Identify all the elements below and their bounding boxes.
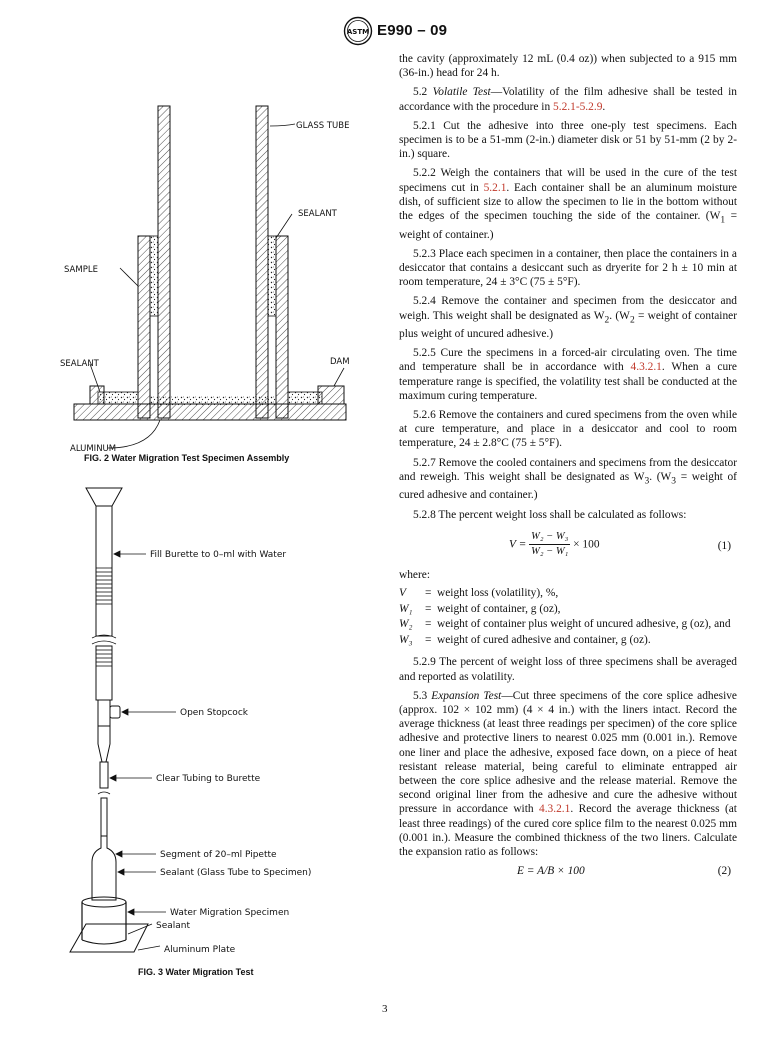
label-sealant-left: SEALANT (60, 359, 99, 369)
paragraph-text: 5.2.5 Cure the specimens in a forced-air circulating oven. The time and temperature shall be in accordance with (399, 347, 737, 374)
definition-text: weight loss (volatility), %, (437, 586, 559, 599)
paragraph-5-2-8: 5.2.8 The percent weight loss shall be calculated as follows: (413, 508, 687, 521)
paragraph-5-2-4: 5.2.4 Remove the container and specimen from the desiccator and weigh. This weight shall be designated as $W_2$. ($W_2$ = weight of container plus weight of uncured adhesive.) (399, 295, 737, 341)
paragraph-text: 5.2.7 Remove the cooled containers and specimens from the desiccator and reweigh. This weight shall be designated as W (399, 456, 737, 483)
glass-tube-right-wall (256, 106, 268, 418)
paragraph-5-2: 5.2 Volatile Test—Volatility of the film adhesive shall be tested in accordance with the procedure in 5.2.1-5.2.9. (399, 86, 737, 113)
water-migration-specimen (82, 902, 126, 940)
svg-text:ASTM: ASTM (346, 28, 370, 36)
pipette-segment (92, 836, 116, 900)
equation-2 (399, 864, 737, 882)
dam-right (318, 386, 344, 404)
label-sample: SAMPLE (64, 265, 98, 275)
fraction-denominator: W₂ − W₁ (531, 545, 569, 557)
definition-symbol: V (399, 586, 406, 599)
burette-upper (96, 506, 112, 636)
paragraph-text: . (W (649, 470, 672, 483)
definition-text: weight of container plus weight of uncured adhesive, g (oz), and (437, 618, 731, 631)
page-header (0, 14, 778, 50)
paragraph-5-2-9: 5.2.9 The percent of weight loss of three specimens shall be averaged and reported as volatility. (399, 656, 737, 683)
label-sealant-top: SEALANT (298, 209, 337, 219)
equation-number: (2) (717, 865, 731, 878)
paragraph-text: —Cut three specimens of the core splice adhesive (approx. 102 × 102 mm) (4 × 4 in.) with the liners intact. Record the average thickness (at least three readings per specimen) of the core splice adhesive and protective liners to nearest 0.025 mm (0.001 in.). Remove one liner and place the adhesive, exposed face down, on a piece of heat resistant release material, being careful to eliminate entrapped air between the core splice adhesive and the release material. Remove the second original liner from the adhesive and cure the adhesive without pressure in accordance with (399, 689, 737, 816)
stopcock-handle (110, 706, 120, 718)
sample-left-wall (138, 236, 150, 418)
paragraph-continuation: the cavity (approximately 12 mL (0.4 oz)) when subjected to a 915 mm (36-in.) head for 24 h. (399, 53, 737, 80)
equation-fraction (529, 530, 570, 559)
paragraph-text: = weight of cured adhesive and container.) (399, 470, 737, 502)
sealant-band-left (150, 236, 158, 316)
paragraph-5-2-2: 5.2.2 Weigh the containers that will be used in the cure of the test specimens cut in 5.2.1. Each container shall be an aluminum moisture dish, of sufficient size to allow the specimen to lie in the bottom without the edges of the specimen touching the side of the container. ($W_1$ = weight of container.) (399, 167, 737, 241)
label-clear-tubing: Clear Tubing to Burette (156, 774, 261, 784)
cross-reference-link[interactable]: 5.2.1 (483, 181, 507, 194)
section-title: Volatile Test (432, 86, 491, 99)
standard-designation: E990 – 09 (377, 22, 448, 39)
paragraph-text: . Each container shall be an aluminum moisture dish, of sufficient size to allow the specimen to lie in the bottom without the edges of the specimen touching the side of the container. (W (399, 181, 737, 223)
section-title: Expansion Test (431, 689, 502, 702)
page-number: 3 (382, 1003, 388, 1015)
paragraph-text: . Record the average thickness (at least three readings) of the cured core splice film to the nearest 0.025 mm (0.001 in.). Measure the combined thickness of the two liners. Calculate the expansion ratio as follows: (399, 803, 737, 858)
equation-2-expression: E = A/B × 100 (517, 865, 585, 878)
paragraph-text: 5.2.2 Weigh the containers that will be used in the cure of the test specimens cut in (399, 167, 737, 194)
definition-row: W₃ = weight of cured adhesive and container, g (oz). (399, 634, 731, 650)
definition-text: weight of cured adhesive and container, g (oz). (437, 633, 651, 646)
body-text-column (399, 52, 737, 888)
equation-1-expression (509, 530, 600, 559)
paragraph-5-2-7: 5.2.7 Remove the cooled containers and specimens from the desiccator and reweigh. This weight shall be designated as $W_3$. ($W_3$ = weight of cured adhesive and container.) (399, 456, 737, 502)
definition-symbol: W₃ (399, 633, 413, 646)
cross-reference-link[interactable]: 4.3.2.1 (539, 803, 571, 816)
fig3-caption: FIG. 3 Water Migration Test (138, 967, 254, 977)
equation-number: (1) (717, 539, 731, 552)
label-glass-tube: GLASS TUBE (296, 121, 350, 131)
cross-reference-link[interactable]: 4.3.2.1 (630, 361, 662, 374)
paragraph-text: . (W (609, 309, 630, 322)
section-number: 5.3 (413, 689, 428, 702)
paragraph-5-2-1: 5.2.1 Cut the adhesive into three one-ply test specimens. Each specimen is to be a 51-mm (2-in.) diameter disk or 51 by 51-mm (2 by 2-in.) square. (399, 119, 737, 161)
paragraph-text: —Volatility of the film adhesive shall be tested in accordance with the procedure in (399, 86, 737, 113)
paragraph-5-3 (399, 689, 737, 859)
label-open-stopcock: Open Stopcock (180, 708, 248, 718)
glass-tube-left-wall (158, 106, 170, 418)
equation-lhs: V = (509, 538, 527, 551)
label-sealant-glass: Sealant (Glass Tube to Specimen) (160, 868, 312, 878)
dam-left (90, 386, 104, 404)
sealant-right-flange (288, 392, 322, 404)
section-number: 5.2 (413, 86, 428, 99)
definition-text: weight of container, g (oz), (437, 602, 561, 615)
fraction-numerator: W₂ − W₃ (529, 530, 570, 545)
label-aluminum: ALUMINUM (70, 444, 117, 454)
clear-tubing (100, 762, 108, 788)
definition-symbol: W₁ (399, 602, 413, 615)
paragraph-text: . When a cure temperature range is specified, the volatility test shall be conducted at the maximum curing temperature. (399, 361, 737, 402)
equation-rhs: × 100 (573, 538, 600, 551)
fig3-water-migration-test (56, 482, 376, 964)
paragraph-text: = weight of container plus weight of uncured adhesive.) (399, 309, 737, 341)
sealant-band-right (268, 236, 276, 316)
paragraph-text: 5.2.4 Remove the container and specimen from the desiccator and weigh. This weight shall be designated as W (399, 295, 737, 322)
stopcock-body (98, 700, 110, 726)
variable-definitions (399, 587, 731, 649)
label-aluminum-plate: Aluminum Plate (164, 945, 236, 955)
burette-taper (98, 726, 110, 762)
astm-logo (343, 16, 373, 46)
paragraph-5-2-3: 5.2.3 Place each specimen in a container, then place the containers in a desiccator that contains a desiccant such as dryerite for 2 h ± 10 min at room temperature, 24 ± 3°C (75 ± 5°F). (399, 247, 737, 289)
label-specimen: Water Migration Specimen (170, 908, 290, 918)
definition-symbol: W₂ (399, 618, 413, 631)
label-fill-burette: Fill Burette to 0–ml with Water (150, 550, 287, 560)
label-dam: DAM (330, 357, 350, 367)
cross-reference-link[interactable]: 5.2.1-5.2.9 (553, 100, 603, 113)
definition-row: W₁ = weight of container, g (oz), (399, 603, 731, 619)
fig2-specimen-assembly (60, 96, 360, 458)
definition-row: V = weight loss (volatility), %, (399, 587, 731, 603)
where-label: where: (399, 568, 430, 581)
sample-right-wall (276, 236, 288, 418)
equation-1 (399, 530, 737, 562)
paragraph-5-2-5 (399, 346, 737, 403)
label-pipette: Segment of 20–ml Pipette (160, 850, 277, 860)
fig2-caption: FIG. 2 Water Migration Test Specimen Assembly (84, 453, 290, 463)
paragraph-5-2-6: 5.2.6 Remove the containers and cured specimens from the oven while at cure temperature, and place in a desiccator and cool to room temperature, 24 ± 2.8°C (75 ± 5°F). (399, 409, 737, 450)
burette-funnel (86, 488, 122, 506)
definition-row: W₂ = weight of container plus weight of uncured adhesive, g (oz), and (399, 618, 731, 634)
label-sealant: Sealant (156, 921, 191, 931)
aluminum-base (74, 404, 346, 420)
paragraph-text: = weight of container.) (399, 210, 737, 241)
